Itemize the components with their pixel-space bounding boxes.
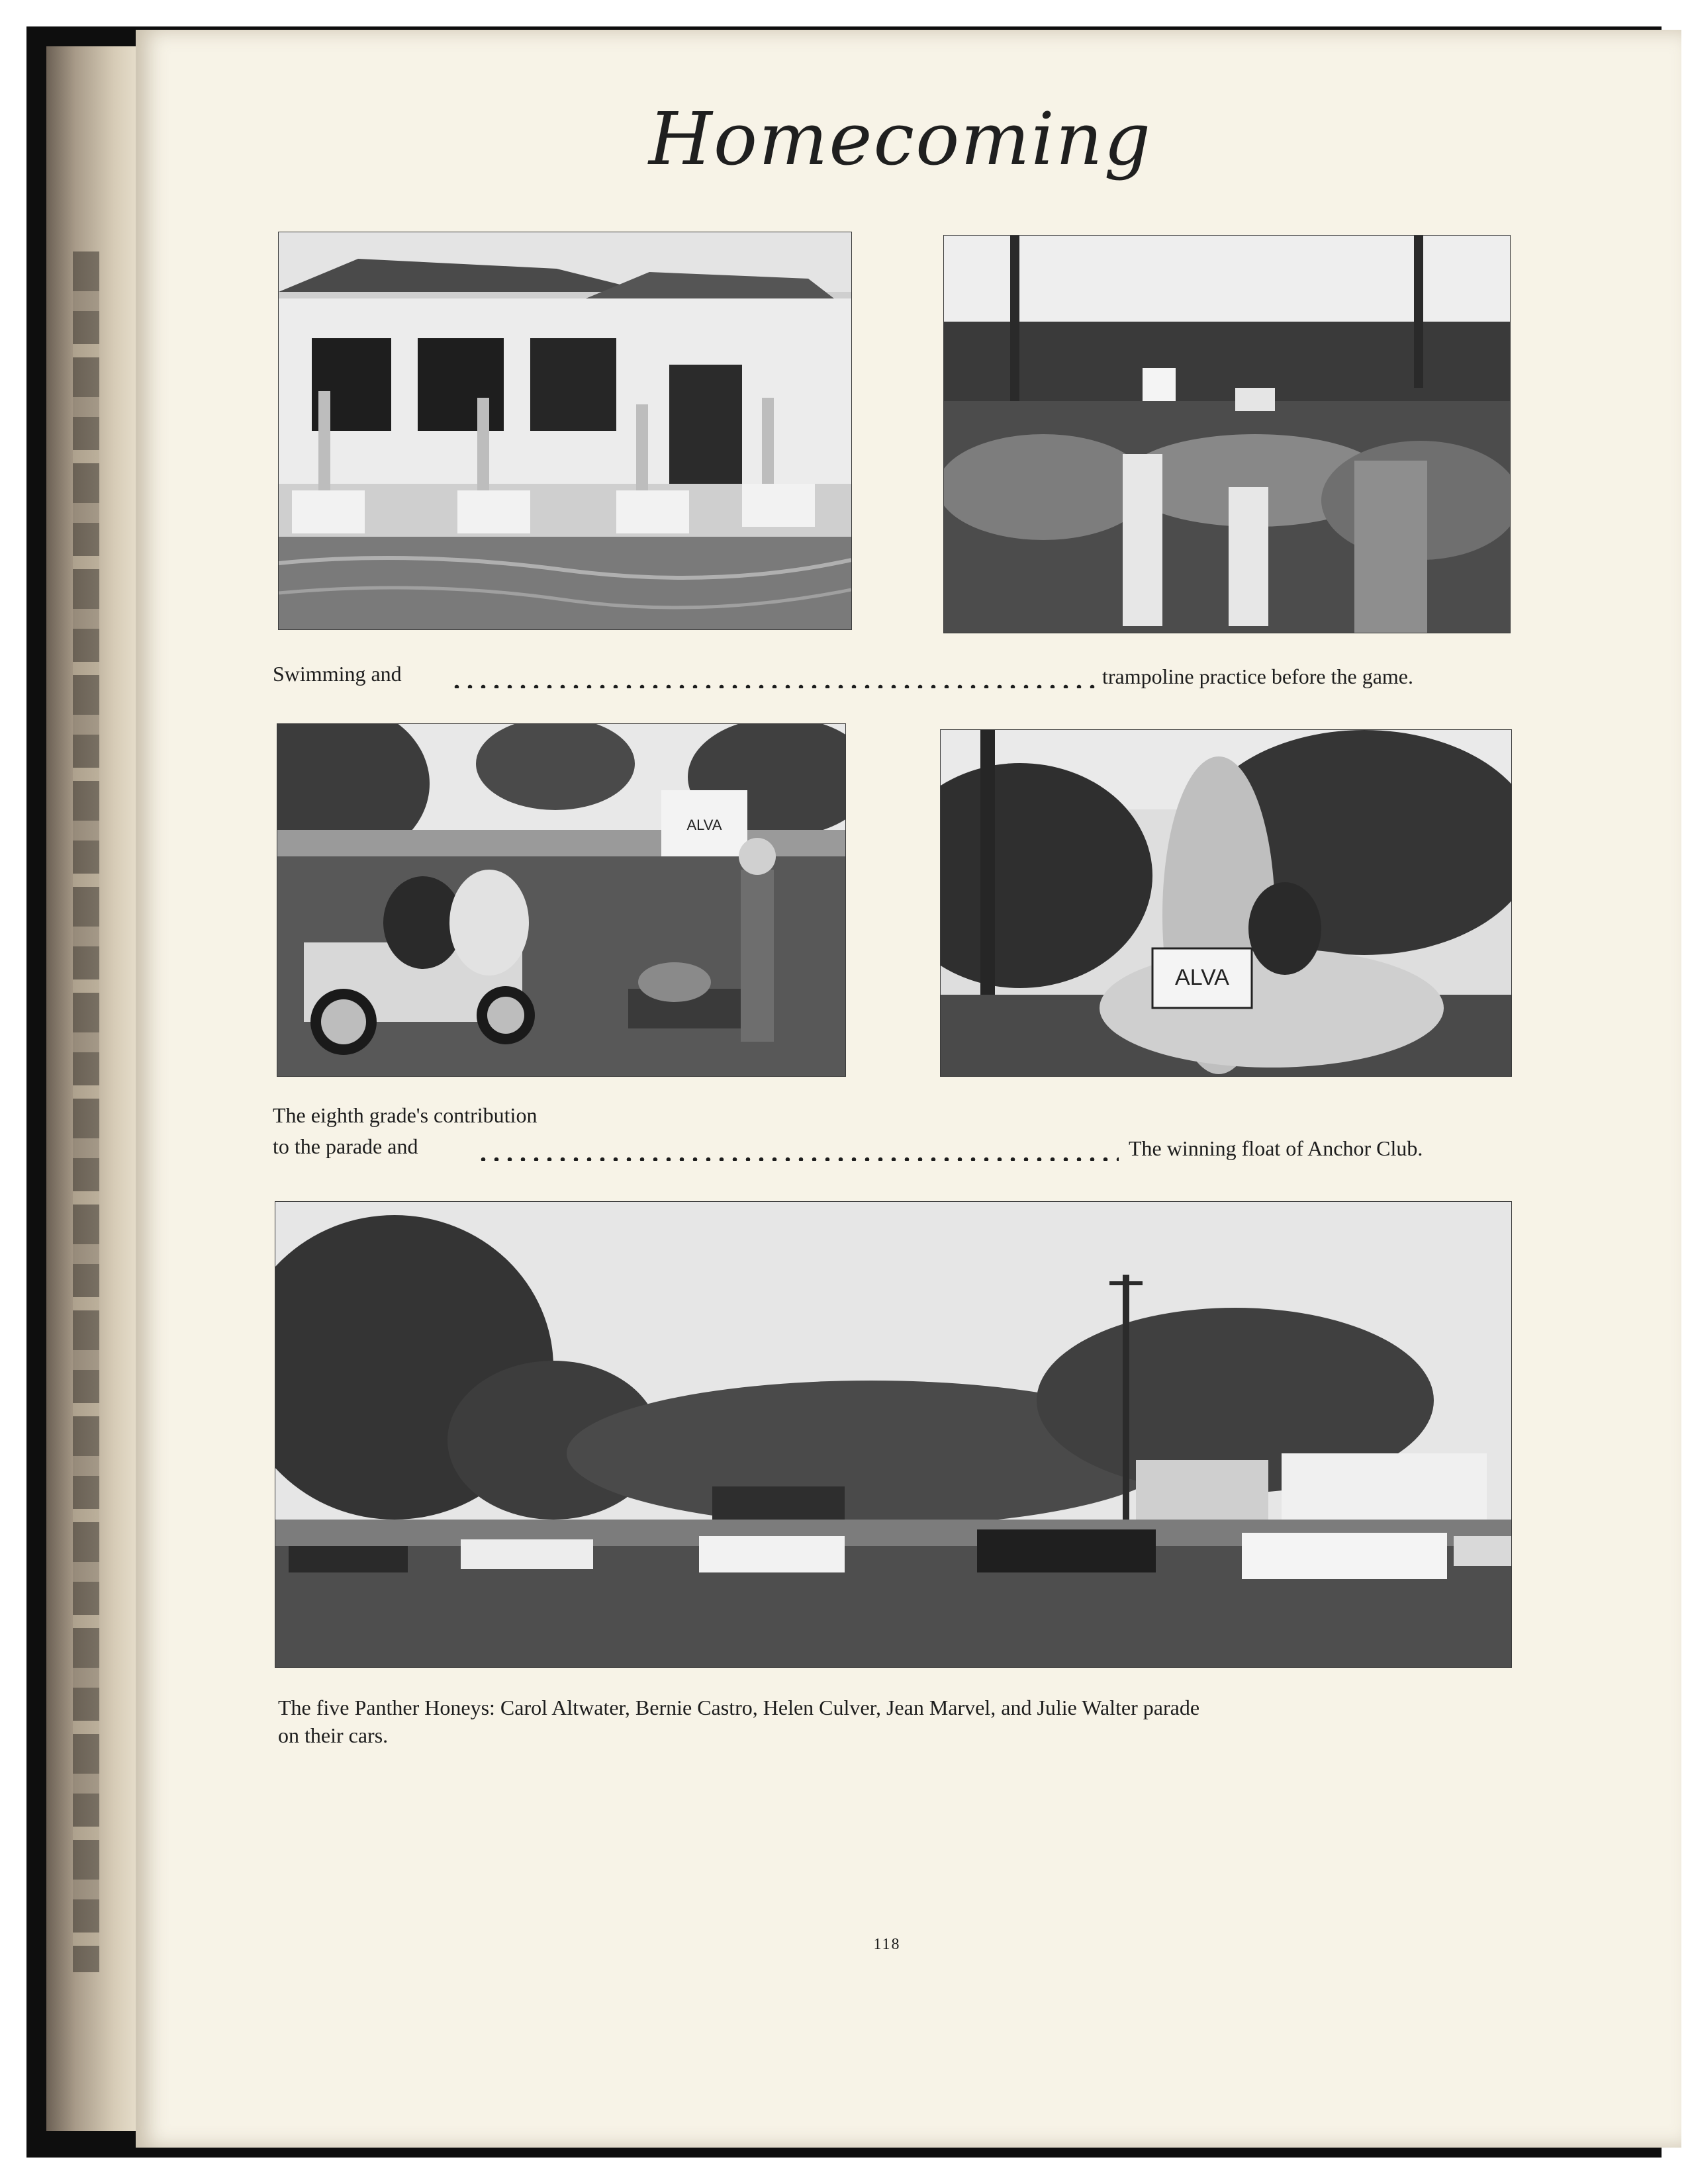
- caption-panther-honeys-cont: on their cars.: [278, 1723, 389, 1747]
- anchor-float-photo: [940, 729, 1512, 1077]
- page-title: Homecoming: [648, 97, 1152, 181]
- caption-swimming: Swimming and: [273, 662, 402, 686]
- caption-to-the-parade: to the parade and: [273, 1134, 418, 1158]
- spine-page-edges: [73, 251, 99, 1972]
- caption-panther-honeys: The five Panther Honeys: Carol Altwater, Bernie Castro, Helen Culver, Jean Marvel, and Julie Walter parade: [278, 1696, 1200, 1719]
- trampoline-photo: [943, 235, 1511, 633]
- caption-eighth-grade: The eighth grade's contribution: [273, 1103, 538, 1127]
- caption-trampoline: trampoline practice before the game.: [1102, 664, 1413, 688]
- caption-leader-dots: [450, 667, 1096, 688]
- page-number: 118: [873, 1936, 901, 1953]
- swimming-photo: [278, 232, 852, 630]
- parade-cars-photo: [275, 1201, 1512, 1668]
- caption-anchor-club: The winning float of Anchor Club.: [1129, 1136, 1423, 1160]
- eighth-grade-car-photo: [277, 723, 846, 1077]
- sign-text: ALVA: [686, 817, 722, 833]
- anchor-sign-text: ALVA: [1175, 965, 1229, 990]
- caption-leader-dots-2: [477, 1140, 1119, 1161]
